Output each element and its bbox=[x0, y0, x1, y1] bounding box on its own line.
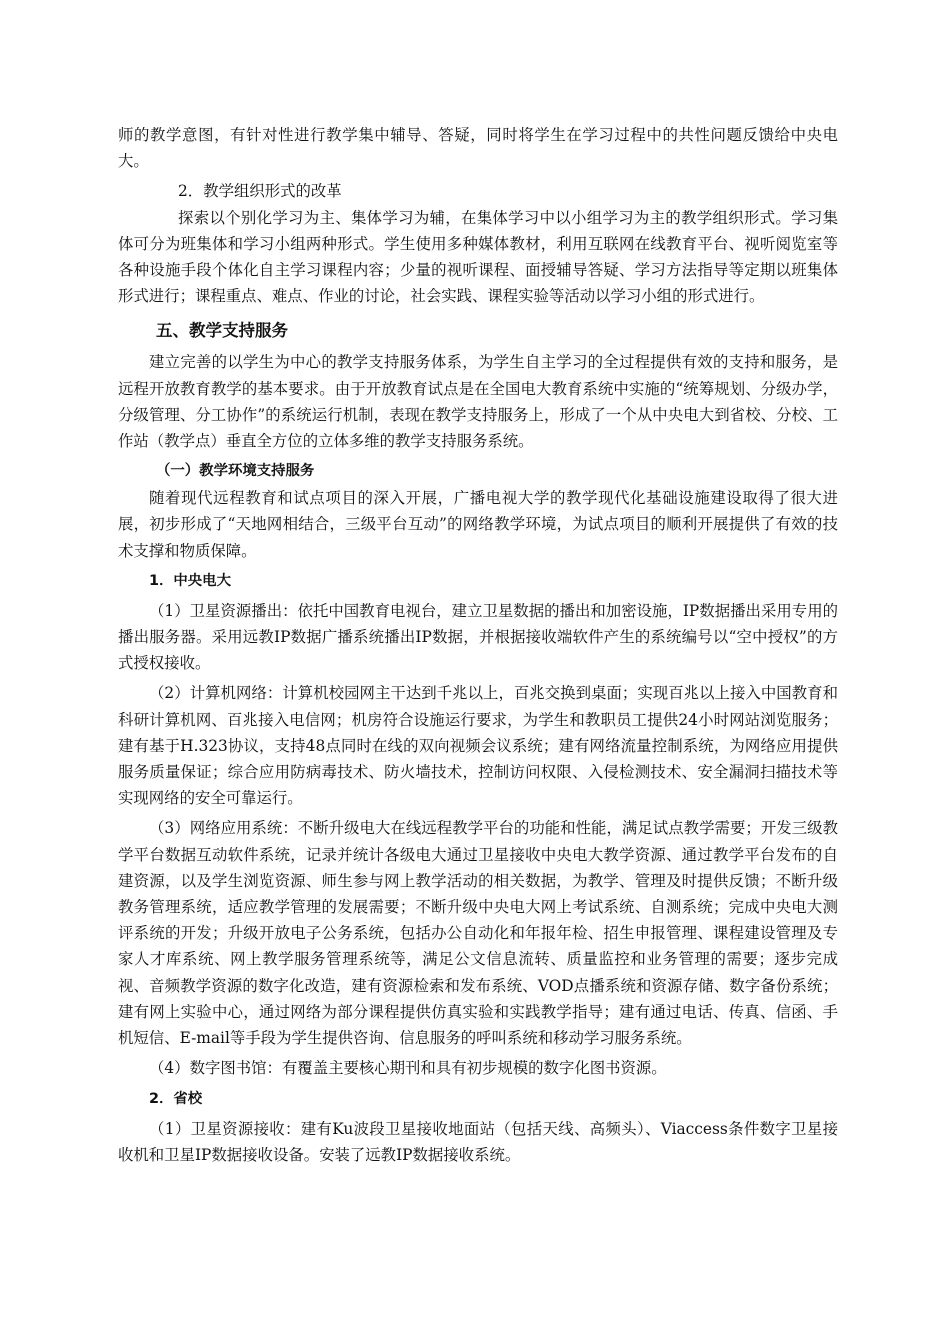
paragraph-central-1: （1）卫星资源播出：依托中国教育电视台，建立卫星数据的播出和加密设施，IP数据播出采用专用的播出服务器。采用远教IP数据广播系统播出IP数据，并根据接收端软件产生的系统编号以“空中授权”的方式授权接收。 bbox=[118, 601, 838, 673]
paragraph-province-1: （1）卫星资源接收：建有Ku波段卫星接收地面站（包括天线、高频头）、Viaccess条件数字卫星接收机和卫星IP数据接收设备。安装了远教IP数据接收系统。 bbox=[118, 1119, 838, 1164]
paragraph-section-5: 建立完善的以学生为中心的教学支持服务体系，为学生自主学习的全过程提供有效的支持和服务，是远程开放教育教学的基本要求。由于开放教育试点是在全国电大教育系统中实施的“统筹规划、分级办学，分级管理、分工协作”的系统运行机制，表现在教学支持服务上，形成了一个从中央电大到省校、分校、工作站（教学点）垂直全方位的立体多维的教学支持服务系统。 bbox=[118, 353, 838, 451]
provincial-school-heading: 2．省校 bbox=[149, 1090, 203, 1107]
paragraph-intro: 师的教学意图，有针对性进行教学集中辅导、答疑，同时将学生在学习过程中的共性问题反馈给中央电大。 bbox=[118, 126, 838, 171]
paragraph-central-3: （3）网络应用系统：不断升级电大在线远程教学平台的功能和性能，满足试点教学需要；开发三级教学平台数据互动软件系统，记录并统计各级电大通过卫星接收中央电大教学资源、通过教学平台发布的自建资源，以及学生浏览资源、师生参与网上教学活动的相关数据，为教学、管理及时提供反馈；不断升级教务管理系统，适应教学管理的发展需要；不断升级中央电大网上考试系统、自测系统；完成中央电大测评系统的开发；升级开放电子公务系统，包括办公自动化和年报年检、招生申报管理、课程建设管理及专家人才库系统、网上教学服务管理系统等，满足公文信息流转、质量监控和业务管理的需要；逐步完成视、音频教学资源的数字化改造，建有资源检索和发布系统、VOD点播系统和资源存储、数字备份系统；建有网上实验中心，通过网络为部分课程提供仿真实验和实践教学指导；建有通过电话、传真、信函、手机短信、E-mail等手段为学生提供咨询、信息服务的呼叫系统和移动学习服务系统。 bbox=[118, 819, 838, 1048]
subsection-1-heading: （一）教学环境支持服务 bbox=[156, 463, 315, 480]
paragraph-central-4: （4）数字图书馆：有覆盖主要核心期刊和具有初步规模的数字化图书资源。 bbox=[149, 1059, 667, 1078]
paragraph-central-2: （2）计算机网络：计算机校园网主干达到千兆以上，百兆交换到桌面；实现百兆以上接入中国教育和科研计算机网、百兆接入电信网；机房符合设施运行要求，为学生和教职员工提供24小时网站浏览服务；建有基于H.323协议，支持48点同时在线的双向视频会议系统；建有网络流量控制系统，为网络应用提供服务质量保证；综合应用防病毒技术、防火墙技术，控制访问权限、入侵检测技术、安全漏洞扫描技术等实现网络的安全可靠运行。 bbox=[118, 684, 838, 808]
item-2-title: 2．教学组织形式的改革 bbox=[178, 182, 342, 201]
document-page bbox=[118, 122, 838, 1172]
paragraph-subsection-1: 随着现代远程教育和试点项目的深入开展，广播电视大学的教学现代化基础设施建设取得了很大进展，初步形成了“天地网相结合，三级平台互动”的网络教学环境，为试点项目的顺利开展提供了有效的技术支撑和物质保障。 bbox=[118, 489, 838, 560]
section-5-heading: 五、教学支持服务 bbox=[156, 321, 288, 341]
paragraph-item-2: 探索以个别化学习为主、集体学习为辅，在集体学习中以小组学习为主的教学组织形式。学习集体可分为班集体和学习小组两种形式。学生使用多种媒体教材，利用互联网在线教育平台、视听阅览室等各种设施手段个体化自主学习课程内容；少量的视听课程、面授辅导答疑、学习方法指导等定期以班集体形式进行；课程重点、难点、作业的讨论，社会实践、课程实验等活动以学习小组的形式进行。 bbox=[118, 208, 838, 306]
central-tvu-heading: 1．中央电大 bbox=[149, 572, 231, 589]
